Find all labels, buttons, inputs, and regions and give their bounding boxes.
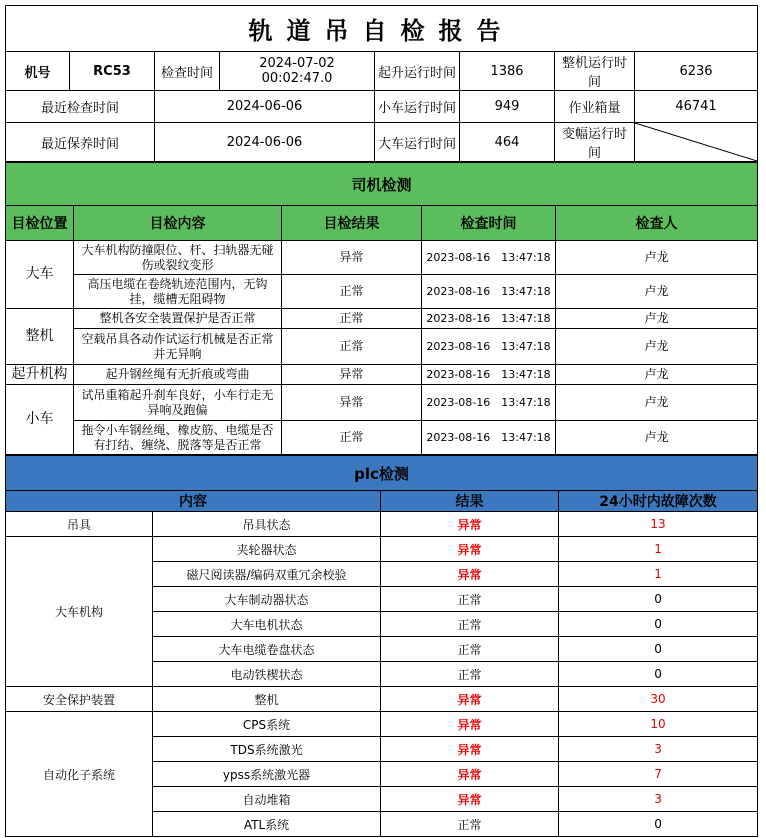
driver-time: 2023-08-16 13:47:18: [422, 365, 556, 385]
driver-content: 拖令小车钢丝绳、橡皮筋、电缆是否有打结、缠绕、脱落等是否正常: [74, 421, 282, 455]
driver-content: 高压电缆在卷绕轨迹范围内，无钩挂，缆槽无阻碍物: [74, 275, 282, 309]
hoist-runtime-label: 起升运行时间: [375, 52, 460, 91]
plc-section-title: plc检测: [6, 456, 758, 491]
driver-table: [5, 162, 758, 455]
last-maint-label: 最近保养时间: [6, 123, 155, 162]
table-row: [6, 687, 758, 712]
table-row: [6, 537, 758, 562]
plc-result: 异常: [381, 712, 559, 737]
table-row: [6, 385, 758, 421]
driver-time: 2023-08-16 13:47:18: [422, 241, 556, 275]
check-time: 2024-07-02 00:02:47.0: [220, 52, 375, 91]
driver-result: 异常: [282, 365, 422, 385]
plc-result: 异常: [381, 787, 559, 812]
driver-position: 大车: [6, 241, 74, 309]
driver-position: 起升机构: [6, 365, 74, 385]
driver-inspector: 卢龙: [556, 309, 758, 329]
plc-count: 0: [559, 587, 758, 612]
plc-count: 3: [559, 737, 758, 762]
plc-count: 0: [559, 637, 758, 662]
report-title: 轨道吊自检报告: [6, 6, 758, 52]
driver-result: 异常: [282, 241, 422, 275]
info-table: [5, 5, 758, 162]
driver-result: 正常: [282, 421, 422, 455]
plc-item: ATL系统: [153, 812, 381, 837]
plc-item: ypss系统激光器: [153, 762, 381, 787]
driver-content: 空载吊具各动作试运行机械是否正常并无异响: [74, 329, 282, 365]
driver-inspector: 卢龙: [556, 241, 758, 275]
plc-item: TDS系统激光: [153, 737, 381, 762]
plc-result: 正常: [381, 587, 559, 612]
plc-item: 夹轮器状态: [153, 537, 381, 562]
plc-result: 正常: [381, 662, 559, 687]
trolley-runtime: 949: [460, 91, 555, 123]
driver-header-content: 目检内容: [74, 206, 282, 241]
plc-header-content: 内容: [6, 491, 381, 512]
plc-count: 13: [559, 512, 758, 537]
driver-section-title: 司机检测: [6, 163, 758, 206]
plc-result: 异常: [381, 762, 559, 787]
driver-content: 试吊重箱起升刹车良好，小车行走无异响及跑偏: [74, 385, 282, 421]
plc-count: 30: [559, 687, 758, 712]
plc-item: 吊具状态: [153, 512, 381, 537]
driver-content: 整机各安全装置保护是否正常: [74, 309, 282, 329]
work-boxes-label: 作业箱量: [555, 91, 635, 123]
plc-group-name: 自动化子系统: [6, 712, 153, 837]
plc-result: 正常: [381, 637, 559, 662]
driver-inspector: 卢龙: [556, 365, 758, 385]
driver-inspector: 卢龙: [556, 385, 758, 421]
gantry-runtime-label: 大车运行时间: [375, 123, 460, 162]
driver-header-position: 目检位置: [6, 206, 74, 241]
plc-item: 电动铁楔状态: [153, 662, 381, 687]
machine-runtime-label: 整机运行时间: [555, 52, 635, 91]
table-row: [6, 241, 758, 275]
last-check-label: 最近检查时间: [6, 91, 155, 123]
driver-time: 2023-08-16 13:47:18: [422, 421, 556, 455]
driver-inspector: 卢龙: [556, 421, 758, 455]
driver-header-result: 目检结果: [282, 206, 422, 241]
plc-result: 异常: [381, 562, 559, 587]
plc-group-name: 安全保护装置: [6, 687, 153, 712]
table-row: [6, 309, 758, 329]
plc-result: 异常: [381, 537, 559, 562]
driver-position: 小车: [6, 385, 74, 455]
trolley-runtime-label: 小车运行时间: [375, 91, 460, 123]
driver-result: 正常: [282, 309, 422, 329]
driver-time: 2023-08-16 13:47:18: [422, 309, 556, 329]
driver-content: 起升钢丝绳有无折痕或弯曲: [74, 365, 282, 385]
driver-position: 整机: [6, 309, 74, 365]
plc-count: 0: [559, 812, 758, 837]
plc-item: 大车电机状态: [153, 612, 381, 637]
plc-result: 异常: [381, 737, 559, 762]
plc-table: [5, 455, 758, 837]
plc-group-name: 大车机构: [6, 537, 153, 687]
driver-time: 2023-08-16 13:47:18: [422, 275, 556, 309]
plc-count: 7: [559, 762, 758, 787]
gantry-runtime: 464: [460, 123, 555, 162]
driver-content: 大车机构防撞限位、杆、扫轨器无碰伤或裂纹变形: [74, 241, 282, 275]
machine-no-label: 机号: [6, 52, 70, 91]
plc-count: 0: [559, 662, 758, 687]
plc-result: 正常: [381, 612, 559, 637]
plc-item: 自动堆箱: [153, 787, 381, 812]
plc-item: CPS系统: [153, 712, 381, 737]
plc-count: 0: [559, 612, 758, 637]
plc-count: 3: [559, 787, 758, 812]
plc-item: 大车制动器状态: [153, 587, 381, 612]
check-time-label: 检查时间: [155, 52, 220, 91]
driver-header-time: 检查时间: [422, 206, 556, 241]
machine-runtime: 6236: [635, 52, 758, 91]
plc-result: 异常: [381, 512, 559, 537]
plc-result: 正常: [381, 812, 559, 837]
plc-item: 整机: [153, 687, 381, 712]
plc-count: 1: [559, 562, 758, 587]
plc-item: 磁尺阅读器/编码双重冗余校验: [153, 562, 381, 587]
driver-inspector: 卢龙: [556, 329, 758, 365]
driver-inspector: 卢龙: [556, 275, 758, 309]
plc-group-name: 吊具: [6, 512, 153, 537]
driver-result: 异常: [282, 385, 422, 421]
table-row: [6, 512, 758, 537]
last-check: 2024-06-06: [155, 91, 375, 123]
plc-item: 大车电缆卷盘状态: [153, 637, 381, 662]
driver-header-inspector: 检查人: [556, 206, 758, 241]
work-boxes: 46741: [635, 91, 758, 123]
table-row: [6, 712, 758, 737]
last-maint: 2024-06-06: [155, 123, 375, 162]
driver-time: 2023-08-16 13:47:18: [422, 385, 556, 421]
table-row: [6, 365, 758, 385]
hoist-runtime: 1386: [460, 52, 555, 91]
diagonal-slash: [635, 123, 757, 161]
luff-runtime-empty: [635, 123, 758, 162]
plc-count: 10: [559, 712, 758, 737]
machine-no: RC53: [70, 52, 155, 91]
table-row: [6, 329, 758, 365]
plc-header-result: 结果: [381, 491, 559, 512]
plc-result: 异常: [381, 687, 559, 712]
driver-result: 正常: [282, 275, 422, 309]
driver-result: 正常: [282, 329, 422, 365]
table-row: [6, 421, 758, 455]
driver-time: 2023-08-16 13:47:18: [422, 329, 556, 365]
plc-count: 1: [559, 537, 758, 562]
table-row: [6, 275, 758, 309]
luff-runtime-label: 变幅运行时间: [555, 123, 635, 162]
plc-header-count: 24小时内故障次数: [559, 491, 758, 512]
